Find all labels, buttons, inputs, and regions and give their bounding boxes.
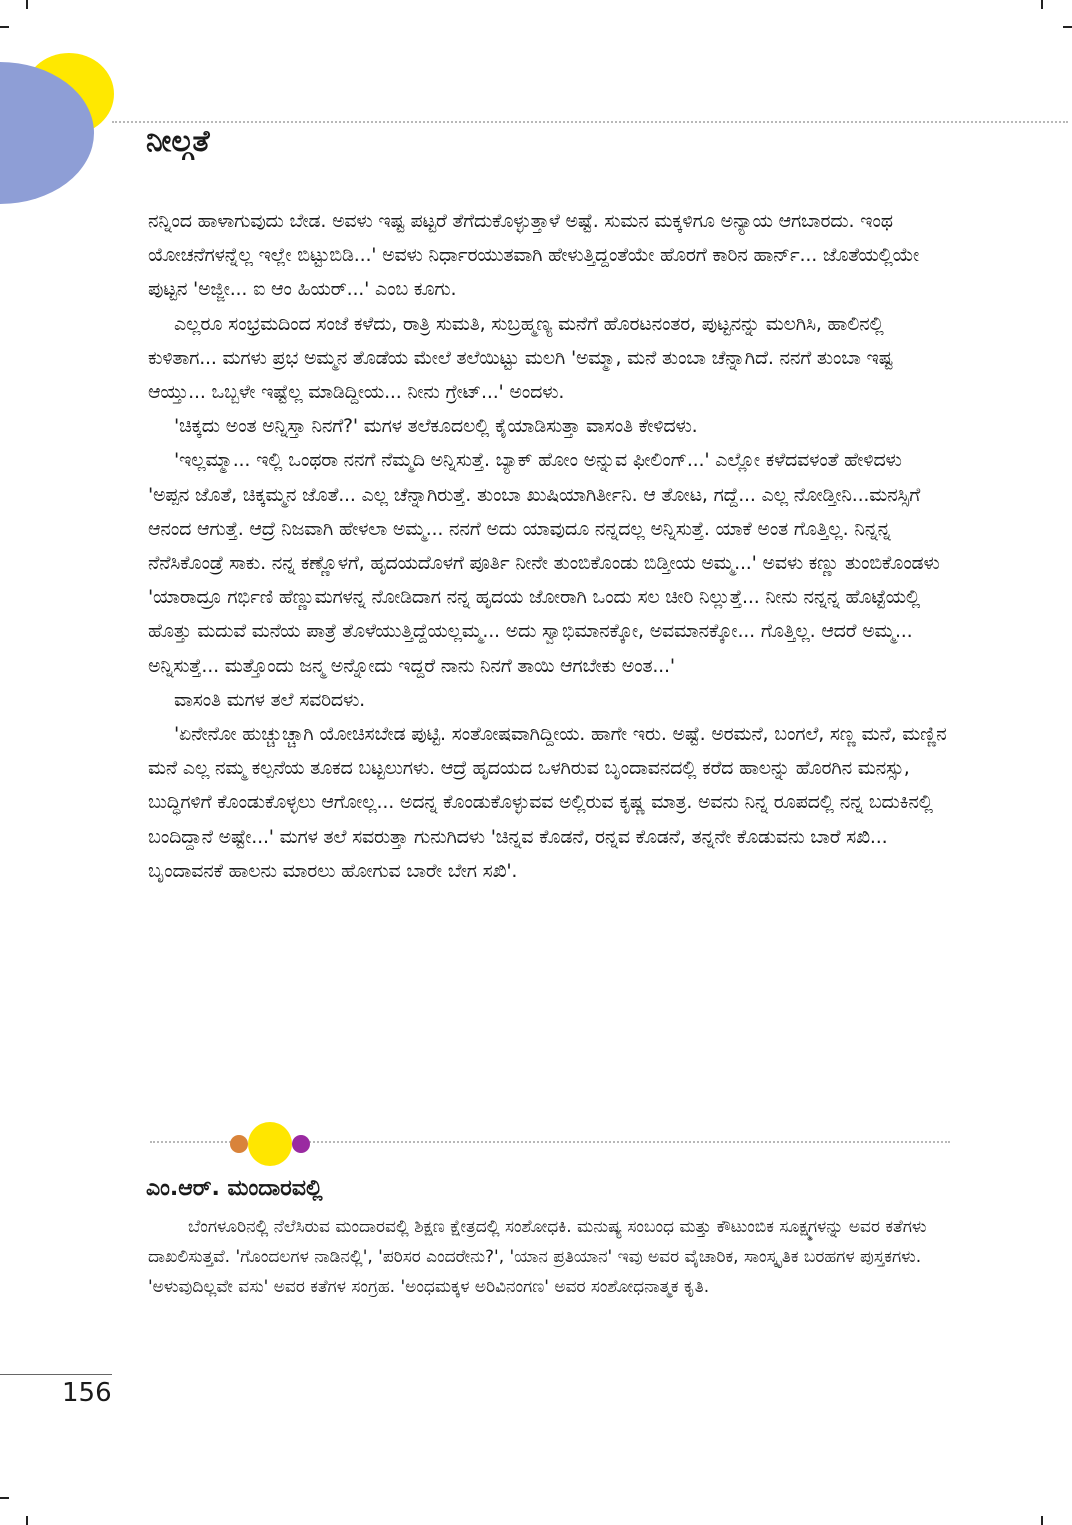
crop-mark [1041,1516,1043,1525]
author-bio [148,1212,938,1302]
crop-mark [1063,26,1072,28]
crop-mark [0,26,9,28]
page-number-rule [0,1374,112,1375]
page-title: ನೀಲ್ಗತೆ [146,124,210,159]
crop-mark [26,1516,28,1525]
crop-mark [26,0,28,9]
yellow-dot [248,1122,292,1166]
orange-dot [230,1135,248,1153]
section-divider [150,1122,950,1166]
story-paragraph: ಎಲ್ಲರೂ ಸಂಭ್ರಮದಿಂದ ಸಂಜೆ ಕಳೆದು, ರಾತ್ರಿ ಸುಮತಿ, ಸುಬ್ರಹ್ಮಣ್ಯ ಮನೆಗೆ ಹೊರಟನಂತರ, ಪುಟ್ಟನನ್ನು ಮಲಗಿಸಿ, ಹಾಲಿನಲ್ಲಿ ಕುಳಿತಾಗ... ಮಗಳು ಪ್ರಭ ಅಮ್ಮನ ತೊಡೆಯ ಮೇಲೆ ತಲೆಯಿಟ್ಟು ಮಲಗಿ 'ಅಮ್ಮಾ, ಮನೆ ತುಂಬಾ ಚೆನ್ನಾಗಿದೆ. ನನಗೆ ತುಂಬಾ ಇಷ್ಟ ಆಯ್ತು... ಒಬ್ಬಳೇ ಇಷ್ಟೆಲ್ಲ ಮಾಡಿದ್ದೀಯ... ನೀನು ಗ್ರೇಟ್...' ಅಂದಳು. [148,312,893,404]
story-text [148,204,948,888]
story-paragraph: ನನ್ನಿಂದ ಹಾಳಾಗುವುದು ಬೇಡ. ಅವಳು ಇಷ್ಟ ಪಟ್ಟರೆ ತೆಗೆದುಕೊಳ್ಳುತ್ತಾಳೆ ಅಷ್ಟೆ. ಸುಮನ ಮಕ್ಕಳಿಗೂ ಅನ್ಯಾಯ ಆಗಬಾರದು. ಇಂಥ ಯೋಚನೆಗಳನ್ನೆಲ್ಲ ಇಲ್ಲೇ ಬಿಟ್ಟುಬಿಡಿ...' ಅವಳು ನಿರ್ಧಾರಯುತವಾಗಿ ಹೇಳುತ್ತಿದ್ದಂತೆಯೇ ಹೊರಗೆ ಕಾರಿನ ಹಾರ್ನ್... ಜೊತೆಯಲ್ಲಿಯೇ ಪುಟ್ಟನ 'ಅಜ್ಜೀ... ಐ ಆಂ ಹಿಯರ್...' ಎಂಬ ಕೂಗು. [148,210,920,301]
story-paragraph: 'ಚಿಕ್ಕದು ಅಂತ ಅನ್ನಿಸ್ತಾ ನಿನಗೆ?' ಮಗಳ ತಲೆಕೂದಲಲ್ಲಿ ಕೈಯಾಡಿಸುತ್ತಾ ವಾಸಂತಿ ಕೇಳಿದಳು. [174,415,698,438]
header-dotted-rule [112,121,1068,123]
crop-mark [0,1497,9,1499]
author-name: ಎಂ.ಆರ್. ಮಂದಾರವಲ್ಲಿ [146,1176,323,1201]
story-paragraph: 'ಇಲ್ಲಮ್ಮಾ... ಇಲ್ಲಿ ಒಂಥರಾ ನನಗೆ ನೆಮ್ಮದಿ ಅನ್ನಿಸುತ್ತೆ. ಬ್ಯಾಕ್ ಹೋಂ ಅನ್ನುವ ಫೀಲಿಂಗ್...' ಎಲ್ಲೋ ಕಳೆದವಳಂತೆ ಹೇಳಿದಳು 'ಅಪ್ಪನ ಜೊತೆ, ಚಿಕ್ಕಮ್ಮನ ಜೊತೆ... ಎಲ್ಲ ಚೆನ್ನಾಗಿರುತ್ತೆ. ತುಂಬಾ ಖುಷಿಯಾಗಿರ್ತೀನಿ. ಆ ತೋಟ, ಗದ್ದೆ... ಎಲ್ಲ ನೋಡ್ತೀನಿ...ಮನಸ್ಸಿಗೆ ಆನಂದ ಆಗುತ್ತೆ. ಆದ್ರೆ ನಿಜವಾಗಿ ಹೇಳಲಾ ಅಮ್ಮ... ನನಗೆ ಅದು ಯಾವುದೂ ನನ್ನದಲ್ಲ ಅನ್ನಿಸುತ್ತೆ. ಯಾಕೆ ಅಂತ ಗೊತ್ತಿಲ್ಲ. ನಿನ್ನನ್ನ ನೆನೆಸಿಕೊಂಡ್ರೆ ಸಾಕು. ನನ್ನ ಕಣ್ಣೊಳಗೆ, ಹೃದಯದೊಳಗೆ ಪೂರ್ತಿ ನೀನೇ ತುಂಬಿಕೊಂಡು ಬಿಡ್ತೀಯ ಅಮ್ಮ...' ಅವಳು ಕಣ್ಣು ತುಂಬಿಕೊಂಡಳು 'ಯಾರಾದ್ರೂ ಗರ್ಭಿಣಿ ಹೆಣ್ಣುಮಗಳನ್ನ ನೋಡಿದಾಗ ನನ್ನ ಹೃದಯ ಜೋರಾಗಿ ಒಂದು ಸಲ ಚೀರಿ ನಿಲ್ಲುತ್ತೆ... ನೀನು ನನ್ನನ್ನ ಹೊಟ್ಟೆಯಲ್ಲಿ ಹೊತ್ತು ಮದುವೆ ಮನೆಯ ಪಾತ್ರೆ ತೊಳೆಯುತ್ತಿದ್ದೆಯಲ್ಲಮ್ಮ... ಅದು ಸ್ವಾಭಿಮಾನಕ್ಕೋ, ಅವಮಾನಕ್ಕೋ... ಗೊತ್ತಿಲ್ಲ. ಆದರೆ ಅಮ್ಮ... ಅನ್ನಿಸುತ್ತೆ... ಮತ್ತೊಂದು ಜನ್ಮ ಅನ್ನೋದು ಇದ್ದರೆ ನಾನು ನಿನಗೆ ತಾಯಿ ಆಗಬೇಕು ಅಂತ...' [148,449,940,677]
page-number: 156 [62,1378,112,1408]
crop-mark [1041,0,1043,9]
author-bio-text: ಬೆಂಗಳೂರಿನಲ್ಲಿ ನೆಲೆಸಿರುವ ಮಂದಾರವಲ್ಲಿ ಶಿಕ್ಷಣ ಕ್ಷೇತ್ರದಲ್ಲಿ ಸಂಶೋಧಕಿ. ಮನುಷ್ಯ ಸಂಬಂಧ ಮತ್ತು ಕೌಟುಂಬಿಕ ಸೂಕ್ಷ್ಮಗಳನ್ನು ಅವರ ಕತೆಗಳು ದಾಖಲಿಸುತ್ತವೆ. 'ಗೊಂದಲಗಳ ನಾಡಿನಲ್ಲಿ', 'ಪರಿಸರ ಎಂದರೇನು?', 'ಯಾನ ಪ್ರತಿಯಾನ' ಇವು ಅವರ ವೈಚಾರಿಕ, ಸಾಂಸ್ಕೃತಿಕ ಬರಹಗಳ ಪುಸ್ತಕಗಳು. 'ಅಳುವುದಿಲ್ಲವೇ ವಸು' ಅವರ ಕತೆಗಳ ಸಂಗ್ರಹ. 'ಅಂಧಮಕ್ಕಳ ಅರಿವಿನಂಗಣ' ಅವರ ಸಂಶೋಧನಾತ್ಮಕ ಕೃತಿ. [148,1217,927,1297]
purple-dot [292,1135,310,1153]
story-paragraph: ವಾಸಂತಿ ಮಗಳ ತಲೆ ಸವರಿದಳು. [174,688,365,711]
story-paragraph: 'ಏನೇನೋ ಹುಚ್ಚುಚ್ಚಾಗಿ ಯೋಚಿಸಬೇಡ ಪುಟ್ಟಿ. ಸಂತೋಷವಾಗಿದ್ದೀಯ. ಹಾಗೇ ಇರು. ಅಷ್ಟೆ. ಅರಮನೆ, ಬಂಗಲೆ, ಸಣ್ಣ ಮನೆ, ಮಣ್ಣಿನ ಮನೆ ಎಲ್ಲ ನಮ್ಮ ಕಲ್ಪನೆಯ ತೂಕದ ಬಟ್ಟಲುಗಳು. ಆದ್ರೆ ಹೃದಯದ ಒಳಗಿರುವ ಬೃಂದಾವನದಲ್ಲಿ ಕರೆದ ಹಾಲನ್ನು ಹೊರಗಿನ ಮನಸ್ಸು, ಬುದ್ಧಿಗಳಿಗೆ ಕೊಂಡುಕೊಳ್ಳಲು ಆಗೋಲ್ಲ... ಅದನ್ನ ಕೊಂಡುಕೊಳ್ಳುವವ ಅಲ್ಲಿರುವ ಕೃಷ್ಣ ಮಾತ್ರ. ಅವನು ನಿನ್ನ ರೂಪದಲ್ಲಿ ನನ್ನ ಬದುಕಿನಲ್ಲಿ ಬಂದಿದ್ದಾನೆ ಅಷ್ಟೇ...' ಮಗಳ ತಲೆ ಸವರುತ್ತಾ ಗುನುಗಿದಳು 'ಚಿನ್ನವ ಕೊಡನೆ, ರನ್ನವ ಕೊಡನೆ, ತನ್ನನೇ ಕೊಡುವನು ಬಾರೆ ಸಖಿ... ಬೃಂದಾವನಕೆ ಹಾಲನು ಮಾರಲು ಹೋಗುವ ಬಾರೇ ಬೇಗ ಸಖಿ'. [148,723,947,882]
